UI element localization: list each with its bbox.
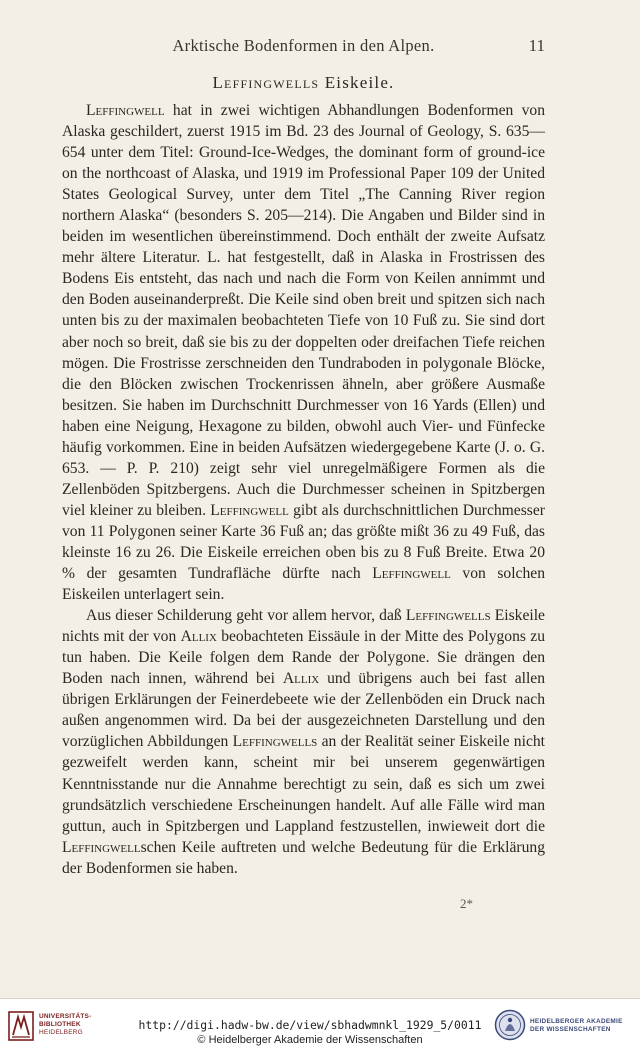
author-name: Allix [180, 628, 217, 646]
body-text [62, 100, 545, 879]
library-logo-text [39, 1013, 91, 1037]
signature-mark: 2* [460, 896, 473, 911]
text-run: der gesamten Tundrafläche dürfte nach [75, 565, 373, 583]
academy-logo-line: HEIDELBERGER AKADEMIE [530, 1018, 623, 1025]
author-name: Allix [282, 670, 320, 688]
permalink-url[interactable]: http://digi.hadw-bw.de/view/sbhadwmnkl_1929_5/0011 [138, 1018, 482, 1032]
section-title [62, 73, 545, 93]
academy-logo-line: DER WISSENSCHAFTEN [530, 1026, 611, 1033]
author-name: Leffingwell [372, 565, 451, 583]
library-logo-line: UNIVERSITÄTS- [39, 1013, 92, 1020]
library-logo-line: BIBLIOTHEK [39, 1021, 81, 1028]
text-run: % [62, 565, 75, 583]
academy-seal-icon [494, 1009, 526, 1041]
running-head [62, 36, 545, 58]
text-run: von solchen Eiskeilen unterlagert sein. [62, 565, 545, 604]
paragraph-2 [62, 605, 545, 879]
author-name: Leffingwell [210, 501, 289, 519]
text-run: beobachteten Eissäule in der Mitte des Polygons zu tun haben. Die Keile folgen dem Rande der Polygone. Sie drängen den Boden nach innen, während bei [62, 628, 545, 688]
section-title-name: Leffingwells [212, 73, 320, 92]
author-name: Leffingwells [232, 733, 318, 751]
library-logo-icon [8, 1011, 34, 1041]
text-run: und übrigens auch bei fast allen übrigen Erklärungen der Feinerdebeete wie der Zellenböden ein Druck nach außen angenommen wird. Da bei der ausgezeichneten Darstellung und den vorzüglichen Abbildungen [62, 670, 546, 751]
university-library-logo[interactable] [8, 1011, 128, 1045]
text-run: gibt als durchschnittlichen Durchmesser von 11 Polygonen seiner Karte 36 Fuß an; das größte mißt 36 zu 49 Fuß, das kleinste 16 zu 26. Die Eiskeile erreichen oben bis zu 8 Fuß Breite. Etwa 20 [62, 501, 545, 561]
page-number: 11 [528, 36, 545, 55]
academy-logo[interactable] [494, 1009, 640, 1045]
author-name: Leffingwells [405, 607, 491, 625]
footer [0, 998, 640, 1052]
paragraph-1 [62, 100, 545, 605]
author-name: Leffingwell [62, 838, 141, 856]
running-title: Arktische Bodenformen in den Alpen. [172, 36, 435, 55]
text-run: hat in zwei wichtigen Abhandlungen Bodenformen von Alaska geschildert, zuerst 1915 im Bd. 23 des Journal of Geology, S. 635—654 unter dem Titel: Ground-Ice-Wedges, the dominant form of ground-ice on the northcoast of Alaska, und 1919 im Professional Paper 109 der United States Geological Survey, unter dem Titel „The Canning River region northern Alaska“ (besonders S. 205—214). Die Angaben und Bilder sind in beiden im wesentlichen übereinstimmend. Doch enthält der zweite Aufsatz mehr ältere Literatur. L. hat festgestellt, daß in Alaska in Frostrissen des Bodens Eis entsteht, das nach und nach die Form von Keilen annimmt und den Boden auseinanderpreßt. Die Keile sind oben breit und spitzen sich nach unten bis zu der maximalen beobachteten Tiefe von 10 Fuß zu. Sie sind dort aber noch so breit, daß sie bis zu der doppelten oder dreifachen Tiefe reichen mögen. Die Frostrisse zerschneiden den Tundraboden in polygonale Blöcke, die den Blöcken zwischen Trockenrissen ähneln, aber größere Ausmaße besitzen. Sie haben im Durchschnitt Durchmesser von 16 Yards (Ellen) und haben eine Neigung, Hexagone zu bilden, obwohl auch Vier- und Fünfecke häufig vorkommen. Eine in beiden Aufsätzen wiedergegebene Karte (J. o. G. 653. — P. P. 210) zeigt sehr viel unregelmäßigere Formen als die Zellenböden Spitzbergens. Auch die Durchmesser scheinen in Spitzbergen viel kleiner zu bleiben. [62, 102, 545, 519]
author-name: Leffingwell [86, 102, 165, 119]
library-logo-line: HEIDELBERG [39, 1029, 83, 1036]
text-run: Aus dieser Schilderung geht vor allem hervor, daß [86, 607, 406, 625]
text-run: Eiskeile nichts mit der von [62, 607, 545, 646]
text-run: schen Keile auftreten und welche Bedeutung für die Erklärung der Bodenformen sie haben. [62, 838, 545, 877]
section-title-rest: Eiskeile. [319, 73, 395, 92]
academy-logo-text [530, 1018, 623, 1034]
text-run: an der Realität seiner Eiskeile nicht gezweifelt werden kann, scheint mir bei unserem gegenwärtigen Kenntnisstande nur die Annahme berechtigt zu sein, daß es sich um zwei grundsätzlich verschiedene Erscheinungen handelt. Auf alle Fälle wird man guttun, auch in Spitzbergen und Lappland festzustellen, inwieweit dort die [62, 733, 545, 835]
copyright-notice: © Heidelberger Akademie der Wissenschaften [197, 1034, 423, 1046]
